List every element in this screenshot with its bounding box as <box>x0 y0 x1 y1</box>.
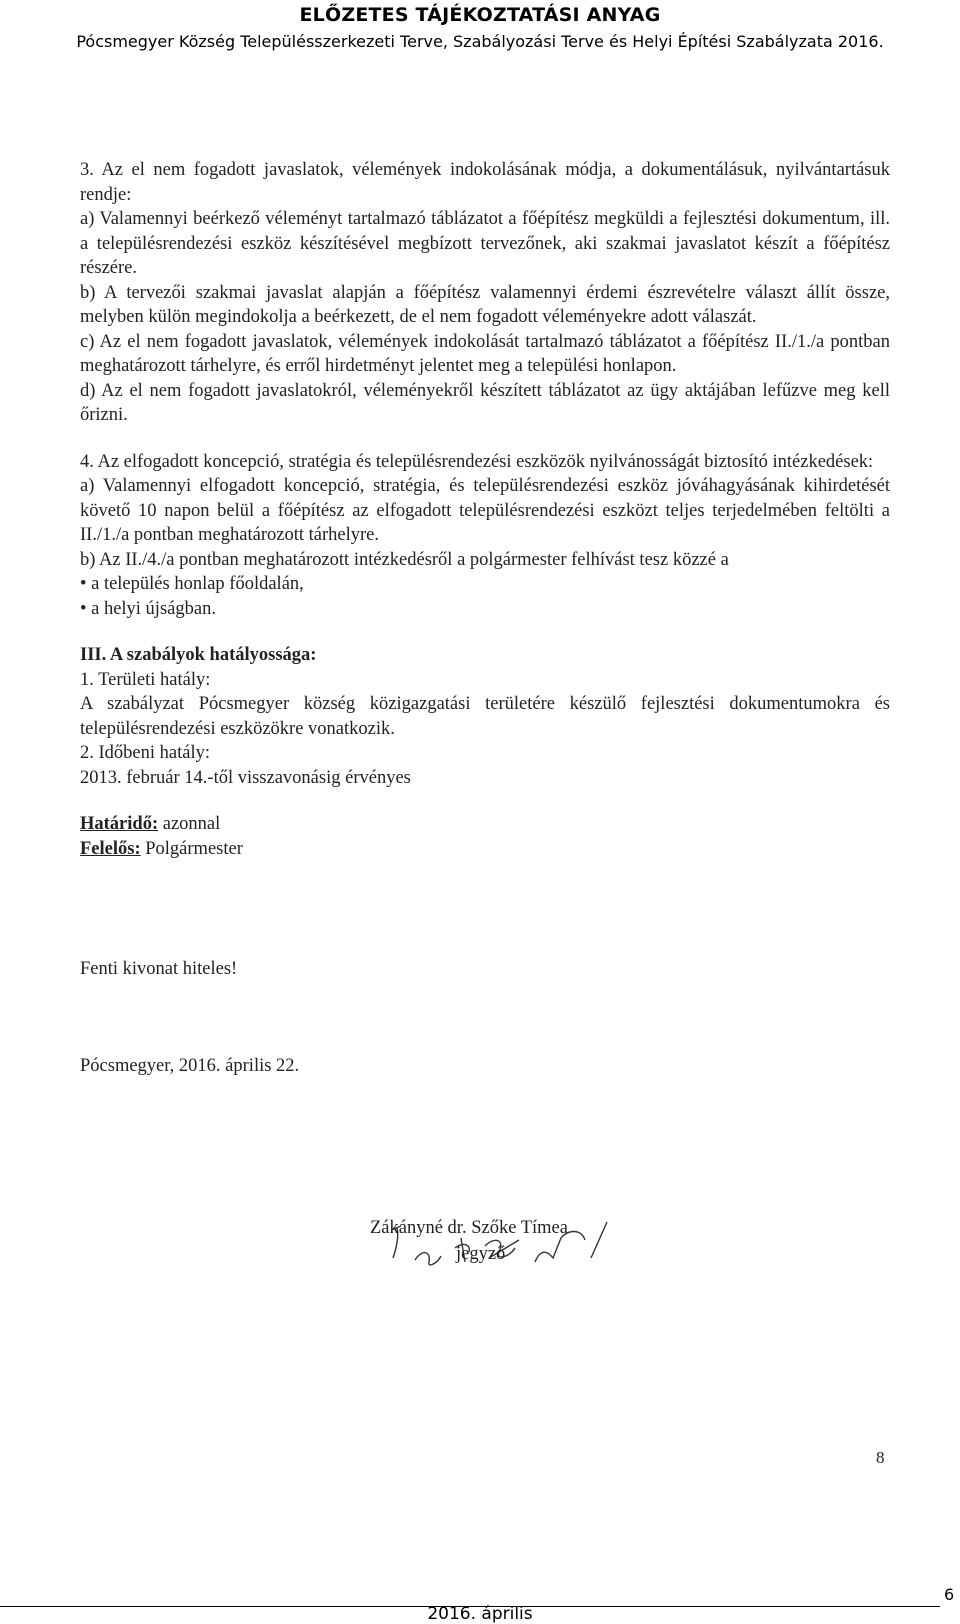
scanned-page-number: 8 <box>876 1448 885 1467</box>
section-3-item-d: d) Az el nem fogadott javaslatokról, véleményekről készített táblázatot az ügy aktájában lefűzve meg kell őrizni. <box>80 380 890 425</box>
section-3-item-b: b) A tervezői szakmai javaslat alapján a főépítész valamennyi érdemi észrevételre választ állít össze, melyben külön megindokolja a beérkezett, de el nem fogadott véleményekre adott válaszát. <box>80 282 890 327</box>
section-3-title: 3. Az el nem fogadott javaslatok, vélemények indokolásának módja, a dokumentálásuk, nyilvántartásuk rendje: <box>80 160 890 205</box>
section-iii-title: III. A szabályok hatályossága: <box>80 645 317 665</box>
header-title: ELŐZETES TÁJÉKOZTATÁSI ANYAG <box>299 4 661 26</box>
responsible-line <box>80 837 890 862</box>
section-3-item-c: c) Az el nem fogadott javaslatok, vélemények indokolását tartalmazó táblázatot a főépítész II./1./a pontban meghatározott tárhelyre, és erről hirdetményt jelentet meg a települési honlapon. <box>80 331 890 376</box>
footer-date: 2016. április <box>427 1604 533 1624</box>
temporal-scope-label: 2. Időbeni hatály: <box>80 743 210 763</box>
spacer <box>80 621 890 643</box>
territorial-scope-label: 1. Területi hatály: <box>80 669 211 690</box>
deadline-label: Határidő: <box>80 814 159 834</box>
document-body <box>80 158 890 1078</box>
signatory-role: jegyző <box>456 1244 506 1264</box>
header-subtitle: Pócsmegyer Község Településszerkezeti Terve, Szabályozási Terve és Helyi Építési Szabályzata 2016. <box>76 32 884 51</box>
bullet-item: • a település honlap főoldalán, <box>80 574 304 594</box>
spacer <box>80 861 890 957</box>
section-4-item-b: b) Az II./4./a pontban meghatározott intézkedésről a polgármester felhívást tesz közzé a <box>80 549 729 570</box>
spacer <box>80 428 890 450</box>
section-4-title: 4. Az elfogadott koncepció, stratégia és településrendezési eszközök nyilvánosságát biztosító intézkedések: <box>80 451 874 472</box>
signatory-block <box>370 1215 630 1267</box>
bullet-item: • a helyi újságban. <box>80 598 216 619</box>
deadline-line <box>80 812 890 837</box>
spacer <box>80 790 890 812</box>
section-4-item-a: a) Valamennyi elfogadott koncepció, stratégia, és településrendezési eszköz jóváhagyásának kihirdetését követő 10 napon belül a főépítész az elfogadott településrendezési eszközt teljes terjedelmében feltölti a II./1./a pontban meghatározott tárhelyre. <box>80 476 890 545</box>
footer-page-number: 6 <box>944 1585 955 1604</box>
temporal-scope-text: 2013. február 14.-től visszavonásig érvényes <box>80 767 411 788</box>
responsible-label: Felelős: <box>80 838 141 859</box>
certification-text: Fenti kivonat hiteles! <box>80 959 238 979</box>
place-date: Pócsmegyer, 2016. április 22. <box>80 1055 300 1076</box>
signatory-name: Zákányné dr. Szőke Tímea <box>370 1218 568 1238</box>
spacer <box>80 982 890 1054</box>
deadline-value: azonnal <box>162 814 221 834</box>
section-3-item-a: a) Valamennyi beérkező véleményt tartalmazó táblázatot a főépítész megküldi a fejlesztési dokumentum, ill. a településrendezési eszköz készítésével megbízott tervezőnek, aki szakmai javaslatot készít a főépítész részére. <box>80 209 890 278</box>
responsible-value: Polgármester <box>145 838 243 859</box>
territorial-scope-text: A szabályzat Pócsmegyer község közigazgatási területére készülő fejlesztési dokumentumokra és településrendezési eszközökre vonatkozik. <box>80 694 890 739</box>
